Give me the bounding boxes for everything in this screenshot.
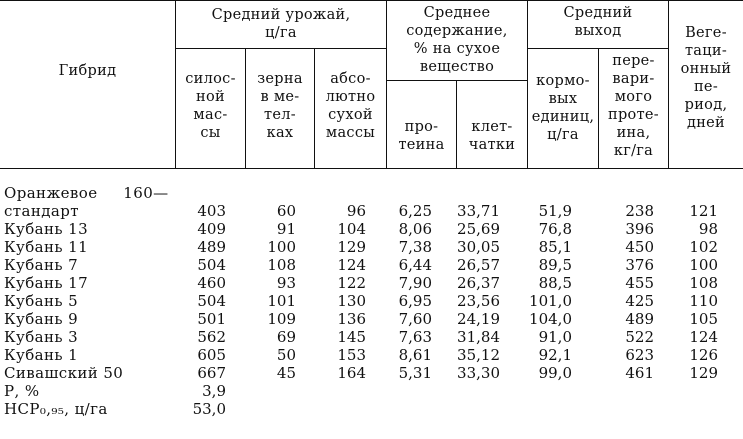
hybrid-name: Оранжевое 160— (4, 184, 169, 202)
table-cell: 409 (197, 220, 226, 238)
table-cell: 8,61 (398, 346, 432, 364)
table-cell: 489 (625, 310, 654, 328)
table-row (0, 364, 743, 382)
table-cell: 24,19 (457, 310, 500, 328)
table-cell: 3,9 (202, 382, 226, 400)
yield-group-header: Средний урожай, ц/га (211, 7, 351, 41)
table-cell: 461 (625, 364, 654, 382)
table-row (0, 310, 743, 328)
hybrid-name: стандарт (4, 202, 79, 220)
hybrid-name: Кубань 9 (4, 310, 79, 328)
table-cell: 31,84 (457, 328, 500, 346)
table-cell: 30,05 (457, 238, 500, 256)
table-cell: 51,9 (538, 202, 572, 220)
hybrid-name: Кубань 1 (4, 346, 79, 364)
table-cell: 126 (689, 346, 718, 364)
table-cell: 91,0 (538, 328, 572, 346)
table-cell: 136 (337, 310, 366, 328)
hybrid-name: НСР₀,₉₅, ц/га (4, 400, 108, 418)
table-cell: 76,8 (538, 220, 572, 238)
table-cell: 460 (197, 274, 226, 292)
yield-grain-header: зерна в ме- тел- ках (257, 71, 303, 141)
content-protein-header: про- теина (398, 119, 445, 153)
table-cell: 396 (625, 220, 654, 238)
table-cell: 89,5 (538, 256, 572, 274)
table-cell: 7,90 (398, 274, 432, 292)
header-top-rule (0, 0, 743, 1)
table-cell: 455 (625, 274, 654, 292)
table-cell: 53,0 (192, 400, 226, 418)
yield-silage-header: силос- ной мас- сы (185, 71, 236, 141)
table-row (0, 184, 743, 202)
table-cell: 108 (267, 256, 296, 274)
table-cell: 8,06 (398, 220, 432, 238)
table-cell: 33,30 (457, 364, 500, 382)
table-cell: 122 (337, 274, 366, 292)
header-bottom-rule (0, 168, 743, 169)
hybrid-name: Кубань 3 (4, 328, 79, 346)
table-row (0, 292, 743, 310)
output-feed-header: кормо- вых единиц, ц/га (531, 73, 595, 143)
table-cell: 145 (337, 328, 366, 346)
table-row (0, 400, 743, 418)
output-group-header: Средний выход (563, 5, 633, 39)
table-cell: 6,25 (398, 202, 432, 220)
table-cell: 50 (276, 346, 296, 364)
table-cell: 101,0 (529, 292, 572, 310)
table-cell: 109 (267, 310, 296, 328)
hybrid-name: Кубань 17 (4, 274, 89, 292)
table-cell: 7,63 (398, 328, 432, 346)
hybrid-name: Кубань 13 (4, 220, 89, 238)
vegetation-header: Веге- таци- онный пе- риод, дней (680, 25, 732, 131)
table-cell: 605 (197, 346, 226, 364)
table-cell: 88,5 (538, 274, 572, 292)
table-cell: 23,56 (457, 292, 500, 310)
table-row (0, 382, 743, 400)
table-cell: 403 (197, 202, 226, 220)
table-cell: 96 (346, 202, 366, 220)
table-cell: 667 (197, 364, 226, 382)
content-group-header: Среднее содержание, % на сухое вещество (406, 5, 508, 75)
table-row (0, 238, 743, 256)
table-cell: 164 (337, 364, 366, 382)
table-cell: 102 (689, 238, 718, 256)
hybrid-name: Сивашский 50 (4, 364, 124, 382)
table-cell: 85,1 (538, 238, 572, 256)
table-cell: 623 (625, 346, 654, 364)
table-row (0, 328, 743, 346)
table-cell: 7,38 (398, 238, 432, 256)
table-cell: 522 (625, 328, 654, 346)
table-cell: 129 (337, 238, 366, 256)
table-body (0, 184, 743, 418)
table-cell: 7,60 (398, 310, 432, 328)
group-rule (386, 80, 527, 81)
table-cell: 504 (197, 292, 226, 310)
table-row (0, 274, 743, 292)
table-cell: 501 (197, 310, 226, 328)
table-cell: 6,44 (398, 256, 432, 274)
table-row (0, 202, 743, 220)
group-rule (527, 48, 668, 49)
table-cell: 104,0 (529, 310, 572, 328)
hybrid-name: Кубань 5 (4, 292, 79, 310)
content-fiber-header: клет- чатки (468, 119, 516, 153)
table-cell: 130 (337, 292, 366, 310)
table-cell: 33,71 (457, 202, 500, 220)
table-row (0, 346, 743, 364)
table-cell: 60 (276, 202, 296, 220)
hybrid-name: Кубань 11 (4, 238, 89, 256)
table-cell: 105 (689, 310, 718, 328)
table-cell: 6,95 (398, 292, 432, 310)
table-cell: 26,37 (457, 274, 500, 292)
table-cell: 99,0 (538, 364, 572, 382)
output-protein-header: пере- вари- мого проте- ина, кг/га (608, 53, 659, 159)
table-row (0, 220, 743, 238)
group-rule (175, 48, 386, 49)
hybrid-name: Р, % (4, 382, 40, 400)
table-cell: 238 (625, 202, 654, 220)
table-cell: 101 (267, 292, 296, 310)
table-cell: 93 (276, 274, 296, 292)
table-cell: 26,57 (457, 256, 500, 274)
table-cell: 110 (689, 292, 718, 310)
hybrid-name: Кубань 7 (4, 256, 79, 274)
yield-dry-header: абсо- лютно сухой массы (325, 71, 376, 141)
table-cell: 124 (337, 256, 366, 274)
table-cell: 45 (276, 364, 296, 382)
table-cell: 108 (689, 274, 718, 292)
table-cell: 35,12 (457, 346, 500, 364)
table-cell: 91 (276, 220, 296, 238)
table-cell: 5,31 (398, 364, 432, 382)
table-cell: 25,69 (457, 220, 500, 238)
table-cell: 504 (197, 256, 226, 274)
table-cell: 153 (337, 346, 366, 364)
table-cell: 450 (625, 238, 654, 256)
table-cell: 98 (698, 220, 718, 238)
table-cell: 425 (625, 292, 654, 310)
table-cell: 92,1 (538, 346, 572, 364)
table-cell: 121 (689, 202, 718, 220)
table-row (0, 256, 743, 274)
table-cell: 562 (197, 328, 226, 346)
table-cell: 376 (625, 256, 654, 274)
table-header (0, 0, 743, 170)
table-cell: 100 (689, 256, 718, 274)
table-cell: 489 (197, 238, 226, 256)
table-cell: 124 (689, 328, 718, 346)
table-cell: 69 (276, 328, 296, 346)
table-cell: 100 (267, 238, 296, 256)
table-cell: 129 (689, 364, 718, 382)
table-cell: 104 (337, 220, 366, 238)
hybrid-header: Гибрид (58, 63, 117, 79)
